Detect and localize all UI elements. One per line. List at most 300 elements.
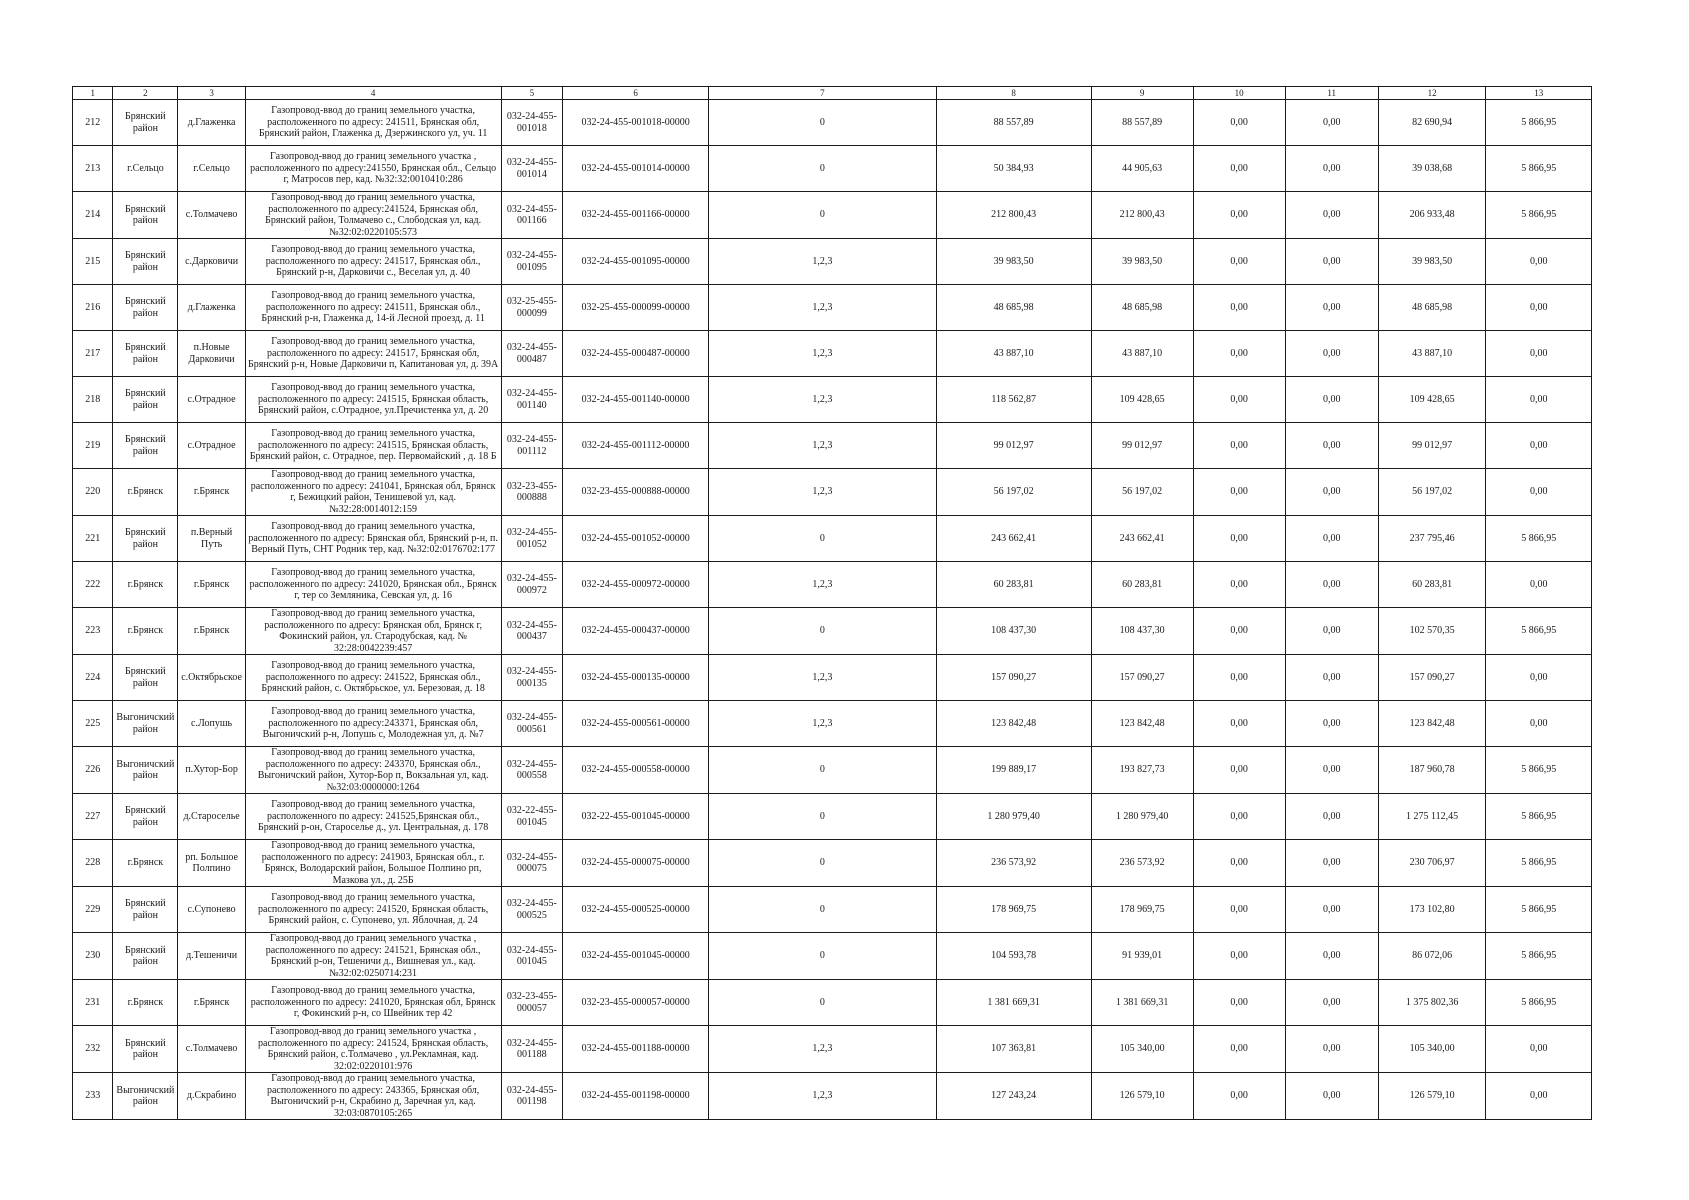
value-col-9: 178 969,75 <box>1091 887 1193 933</box>
row-number: 226 <box>73 747 113 794</box>
value-col-8: 104 593,78 <box>936 933 1091 980</box>
district-cell: Брянский район <box>113 377 178 423</box>
table-row <box>73 377 1592 423</box>
value-col-12: 1 375 802,36 <box>1378 980 1486 1026</box>
table-row <box>73 192 1592 239</box>
value-col-13: 5 866,95 <box>1486 794 1592 840</box>
value-col-9: 99 012,97 <box>1091 423 1193 469</box>
value-col-9: 236 573,92 <box>1091 840 1193 887</box>
value-col-9: 123 842,48 <box>1091 701 1193 747</box>
object-code-cell: 032-24-455-001198 <box>501 1073 563 1120</box>
value-col-10: 0,00 <box>1193 840 1285 887</box>
district-cell: Брянский район <box>113 285 178 331</box>
value-col-8: 39 983,50 <box>936 239 1091 285</box>
table-row <box>73 840 1592 887</box>
value-col-11: 0,00 <box>1285 608 1378 655</box>
object-code-cell: 032-24-455-001018 <box>501 100 563 146</box>
row-number: 229 <box>73 887 113 933</box>
value-col-12: 126 579,10 <box>1378 1073 1486 1120</box>
category-cell: 1,2,3 <box>709 562 937 608</box>
column-number: 2 <box>113 87 178 100</box>
inventory-code-cell: 032-24-455-001198-00000 <box>563 1073 709 1120</box>
column-number: 10 <box>1193 87 1285 100</box>
value-col-13: 0,00 <box>1486 655 1592 701</box>
row-number: 216 <box>73 285 113 331</box>
category-cell: 0 <box>709 840 937 887</box>
row-number: 227 <box>73 794 113 840</box>
value-col-13: 0,00 <box>1486 377 1592 423</box>
category-cell: 1,2,3 <box>709 423 937 469</box>
value-col-11: 0,00 <box>1285 887 1378 933</box>
row-number: 221 <box>73 516 113 562</box>
description-cell: Газопровод-ввод до границ земельного участка, расположенного по адресу: 241020, Брянская обл., Брянск г, тер со Земляника, Севская ул, д. 16 <box>245 562 501 608</box>
row-number: 220 <box>73 469 113 516</box>
object-code-cell: 032-24-455-001014 <box>501 146 563 192</box>
district-cell: г.Брянск <box>113 840 178 887</box>
locality-cell: с.Отрадное <box>178 377 245 423</box>
row-number: 217 <box>73 331 113 377</box>
value-col-10: 0,00 <box>1193 146 1285 192</box>
inventory-code-cell: 032-24-455-001018-00000 <box>563 100 709 146</box>
table-row <box>73 469 1592 516</box>
value-col-11: 0,00 <box>1285 516 1378 562</box>
value-col-8: 1 280 979,40 <box>936 794 1091 840</box>
row-number: 212 <box>73 100 113 146</box>
value-col-13: 0,00 <box>1486 562 1592 608</box>
description-cell: Газопровод-ввод до границ земельного участка , расположенного по адресу: 241521, Брянская обл., Брянский р-он, Тешеничи д., Вишневая ул., кад. №32:02:0250714:231 <box>245 933 501 980</box>
district-cell: г.Брянск <box>113 469 178 516</box>
category-cell: 1,2,3 <box>709 655 937 701</box>
value-col-13: 5 866,95 <box>1486 146 1592 192</box>
category-cell: 1,2,3 <box>709 285 937 331</box>
value-col-12: 39 983,50 <box>1378 239 1486 285</box>
category-cell: 1,2,3 <box>709 377 937 423</box>
value-col-11: 0,00 <box>1285 285 1378 331</box>
row-number: 224 <box>73 655 113 701</box>
value-col-11: 0,00 <box>1285 423 1378 469</box>
value-col-9: 243 662,41 <box>1091 516 1193 562</box>
description-cell: Газопровод-ввод до границ земельного участка, расположенного по адресу: Брянская обл, Брянск г, Фокинский район, ул. Стародубская, кад. № 32:28:0042239:457 <box>245 608 501 655</box>
locality-cell: г.Брянск <box>178 608 245 655</box>
value-col-12: 82 690,94 <box>1378 100 1486 146</box>
table-row <box>73 146 1592 192</box>
category-cell: 0 <box>709 887 937 933</box>
locality-cell: д.Глаженка <box>178 100 245 146</box>
district-cell: Выгоничский район <box>113 747 178 794</box>
locality-cell: с.Толмачево <box>178 192 245 239</box>
value-col-13: 0,00 <box>1486 1073 1592 1120</box>
district-cell: г.Сельцо <box>113 146 178 192</box>
category-cell: 0 <box>709 933 937 980</box>
object-code-cell: 032-22-455-001045 <box>501 794 563 840</box>
district-cell: Брянский район <box>113 192 178 239</box>
value-col-10: 0,00 <box>1193 1026 1285 1073</box>
value-col-13: 5 866,95 <box>1486 192 1592 239</box>
value-col-12: 43 887,10 <box>1378 331 1486 377</box>
inventory-code-cell: 032-24-455-001112-00000 <box>563 423 709 469</box>
description-cell: Газопровод-ввод до границ земельного участка, расположенного по адресу: 241517, Брянская обл, Брянский р-н, Новые Дарковичи п, Капитановая ул, д. 39А <box>245 331 501 377</box>
table-row <box>73 887 1592 933</box>
value-col-12: 237 795,46 <box>1378 516 1486 562</box>
inventory-code-cell: 032-24-455-000075-00000 <box>563 840 709 887</box>
description-cell: Газопровод-ввод до границ земельного участка, расположенного по адресу: 241517, Брянская обл., Брянский р-н, Дарковичи с., Веселая ул, д. 40 <box>245 239 501 285</box>
value-col-10: 0,00 <box>1193 469 1285 516</box>
value-col-11: 0,00 <box>1285 840 1378 887</box>
value-col-10: 0,00 <box>1193 887 1285 933</box>
district-cell: г.Брянск <box>113 562 178 608</box>
value-col-8: 212 800,43 <box>936 192 1091 239</box>
description-cell: Газопровод-ввод до границ земельного участка, расположенного по адресу: 243370, Брянская обл., Выгоничский район, Хутор-Бор п, Вокзальная ул, кад. №32:03:0000000:1264 <box>245 747 501 794</box>
register-table <box>72 86 1592 1120</box>
category-cell: 1,2,3 <box>709 469 937 516</box>
inventory-code-cell: 032-24-455-001045-00000 <box>563 933 709 980</box>
document-sheet <box>72 86 1592 1120</box>
row-number: 222 <box>73 562 113 608</box>
category-cell: 0 <box>709 100 937 146</box>
value-col-13: 5 866,95 <box>1486 887 1592 933</box>
district-cell: Брянский район <box>113 239 178 285</box>
value-col-10: 0,00 <box>1193 192 1285 239</box>
locality-cell: с.Толмачево <box>178 1026 245 1073</box>
inventory-code-cell: 032-24-455-001052-00000 <box>563 516 709 562</box>
value-col-12: 206 933,48 <box>1378 192 1486 239</box>
category-cell: 1,2,3 <box>709 1026 937 1073</box>
row-number: 218 <box>73 377 113 423</box>
value-col-12: 86 072,06 <box>1378 933 1486 980</box>
row-number: 232 <box>73 1026 113 1073</box>
description-cell: Газопровод-ввод до границ земельного участка, расположенного по адресу: 241020, Брянская обл, Брянск г, Фокинский р-н, со Швейник тер 42 <box>245 980 501 1026</box>
district-cell: г.Брянск <box>113 980 178 1026</box>
locality-cell: д.Староселье <box>178 794 245 840</box>
district-cell: Брянский район <box>113 794 178 840</box>
table-row <box>73 933 1592 980</box>
locality-cell: п.Новые Дарковичи <box>178 331 245 377</box>
value-col-11: 0,00 <box>1285 469 1378 516</box>
value-col-12: 123 842,48 <box>1378 701 1486 747</box>
value-col-10: 0,00 <box>1193 655 1285 701</box>
value-col-8: 178 969,75 <box>936 887 1091 933</box>
value-col-10: 0,00 <box>1193 516 1285 562</box>
value-col-11: 0,00 <box>1285 655 1378 701</box>
value-col-8: 118 562,87 <box>936 377 1091 423</box>
value-col-11: 0,00 <box>1285 100 1378 146</box>
row-number: 219 <box>73 423 113 469</box>
category-cell: 1,2,3 <box>709 1073 937 1120</box>
district-cell: Брянский район <box>113 1026 178 1073</box>
value-col-9: 1 280 979,40 <box>1091 794 1193 840</box>
description-cell: Газопровод-ввод до границ земельного участка, расположенного по адресу: 241041, Брянская обл, Брянск г, Бежицкий район, Тенишевой ул, кад. №32:28:0014012:159 <box>245 469 501 516</box>
inventory-code-cell: 032-23-455-000888-00000 <box>563 469 709 516</box>
category-cell: 0 <box>709 192 937 239</box>
value-col-10: 0,00 <box>1193 331 1285 377</box>
value-col-8: 127 243,24 <box>936 1073 1091 1120</box>
object-code-cell: 032-24-455-000135 <box>501 655 563 701</box>
value-col-13: 0,00 <box>1486 469 1592 516</box>
value-col-11: 0,00 <box>1285 562 1378 608</box>
value-col-9: 56 197,02 <box>1091 469 1193 516</box>
column-number: 7 <box>709 87 937 100</box>
value-col-10: 0,00 <box>1193 100 1285 146</box>
district-cell: Выгоничский район <box>113 701 178 747</box>
description-cell: Газопровод-ввод до границ земельного участка, расположенного по адресу: 241522, Брянская обл., Брянский район, с. Октябрьское, ул. Березовая, д. 18 <box>245 655 501 701</box>
value-col-13: 0,00 <box>1486 285 1592 331</box>
value-col-9: 1 381 669,31 <box>1091 980 1193 1026</box>
object-code-cell: 032-24-455-001112 <box>501 423 563 469</box>
locality-cell: рп. Большое Полпино <box>178 840 245 887</box>
value-col-11: 0,00 <box>1285 239 1378 285</box>
value-col-8: 199 889,17 <box>936 747 1091 794</box>
district-cell: Брянский район <box>113 933 178 980</box>
value-col-13: 0,00 <box>1486 331 1592 377</box>
row-number: 215 <box>73 239 113 285</box>
description-cell: Газопровод-ввод до границ земельного участка, расположенного по адресу:241524, Брянская обл, Брянский район, Толмачево с., Слободская ул, кад. №32:02:0220105:573 <box>245 192 501 239</box>
value-col-12: 173 102,80 <box>1378 887 1486 933</box>
value-col-10: 0,00 <box>1193 1073 1285 1120</box>
value-col-8: 107 363,81 <box>936 1026 1091 1073</box>
district-cell: Брянский район <box>113 100 178 146</box>
value-col-8: 48 685,98 <box>936 285 1091 331</box>
object-code-cell: 032-24-455-001095 <box>501 239 563 285</box>
inventory-code-cell: 032-24-455-000972-00000 <box>563 562 709 608</box>
value-col-9: 105 340,00 <box>1091 1026 1193 1073</box>
value-col-10: 0,00 <box>1193 423 1285 469</box>
description-cell: Газопровод-ввод до границ земельного участка, расположенного по адресу:243371, Брянская обл, Выгоничский р-н, Лопушь с, Молодежная ул, д. №7 <box>245 701 501 747</box>
district-cell: Брянский район <box>113 887 178 933</box>
table-row <box>73 980 1592 1026</box>
value-col-12: 230 706,97 <box>1378 840 1486 887</box>
value-col-13: 5 866,95 <box>1486 100 1592 146</box>
category-cell: 1,2,3 <box>709 239 937 285</box>
value-col-11: 0,00 <box>1285 331 1378 377</box>
value-col-11: 0,00 <box>1285 192 1378 239</box>
value-col-9: 91 939,01 <box>1091 933 1193 980</box>
object-code-cell: 032-24-455-000558 <box>501 747 563 794</box>
locality-cell: с.Супонево <box>178 887 245 933</box>
table-row <box>73 100 1592 146</box>
description-cell: Газопровод-ввод до границ земельного участка, расположенного по адресу: 241511, Брянская обл, Брянский район, Глаженка д, Дзержинского ул, уч. 11 <box>245 100 501 146</box>
object-code-cell: 032-24-455-000487 <box>501 331 563 377</box>
table-row <box>73 423 1592 469</box>
object-code-cell: 032-24-455-001166 <box>501 192 563 239</box>
value-col-8: 60 283,81 <box>936 562 1091 608</box>
value-col-12: 105 340,00 <box>1378 1026 1486 1073</box>
locality-cell: г.Брянск <box>178 980 245 1026</box>
table-row <box>73 608 1592 655</box>
column-number: 5 <box>501 87 563 100</box>
object-code-cell: 032-24-455-000437 <box>501 608 563 655</box>
description-cell: Газопровод-ввод до границ земельного участка, расположенного по адресу: 241515, Брянская область, Брянский район, с. Отрадное, пер. Первомайский , д. 18 Б <box>245 423 501 469</box>
value-col-12: 99 012,97 <box>1378 423 1486 469</box>
inventory-code-cell: 032-24-455-000437-00000 <box>563 608 709 655</box>
value-col-9: 48 685,98 <box>1091 285 1193 331</box>
category-cell: 1,2,3 <box>709 331 937 377</box>
value-col-11: 0,00 <box>1285 980 1378 1026</box>
inventory-code-cell: 032-24-455-001095-00000 <box>563 239 709 285</box>
object-code-cell: 032-24-455-001188 <box>501 1026 563 1073</box>
row-number: 225 <box>73 701 113 747</box>
value-col-10: 0,00 <box>1193 794 1285 840</box>
column-number: 3 <box>178 87 245 100</box>
inventory-code-cell: 032-24-455-000487-00000 <box>563 331 709 377</box>
value-col-9: 108 437,30 <box>1091 608 1193 655</box>
value-col-10: 0,00 <box>1193 377 1285 423</box>
column-number: 9 <box>1091 87 1193 100</box>
locality-cell: г.Брянск <box>178 562 245 608</box>
value-col-10: 0,00 <box>1193 608 1285 655</box>
district-cell: Выгоничский район <box>113 1073 178 1120</box>
value-col-12: 39 038,68 <box>1378 146 1486 192</box>
district-cell: Брянский район <box>113 516 178 562</box>
object-code-cell: 032-23-455-000888 <box>501 469 563 516</box>
value-col-13: 0,00 <box>1486 1026 1592 1073</box>
value-col-9: 126 579,10 <box>1091 1073 1193 1120</box>
value-col-9: 39 983,50 <box>1091 239 1193 285</box>
value-col-13: 5 866,95 <box>1486 840 1592 887</box>
value-col-9: 193 827,73 <box>1091 747 1193 794</box>
category-cell: 0 <box>709 747 937 794</box>
value-col-8: 56 197,02 <box>936 469 1091 516</box>
category-cell: 0 <box>709 980 937 1026</box>
value-col-10: 0,00 <box>1193 980 1285 1026</box>
value-col-11: 0,00 <box>1285 747 1378 794</box>
value-col-12: 60 283,81 <box>1378 562 1486 608</box>
value-col-8: 1 381 669,31 <box>936 980 1091 1026</box>
object-code-cell: 032-24-455-001045 <box>501 933 563 980</box>
value-col-13: 5 866,95 <box>1486 516 1592 562</box>
value-col-13: 5 866,95 <box>1486 608 1592 655</box>
column-number: 11 <box>1285 87 1378 100</box>
inventory-code-cell: 032-22-455-001045-00000 <box>563 794 709 840</box>
inventory-code-cell: 032-24-455-000525-00000 <box>563 887 709 933</box>
value-col-9: 212 800,43 <box>1091 192 1193 239</box>
table-row <box>73 516 1592 562</box>
value-col-11: 0,00 <box>1285 794 1378 840</box>
locality-cell: с.Отрадное <box>178 423 245 469</box>
value-col-9: 109 428,65 <box>1091 377 1193 423</box>
inventory-code-cell: 032-24-455-001140-00000 <box>563 377 709 423</box>
value-col-8: 50 384,93 <box>936 146 1091 192</box>
object-code-cell: 032-24-455-000972 <box>501 562 563 608</box>
value-col-9: 88 557,89 <box>1091 100 1193 146</box>
locality-cell: с.Лопушь <box>178 701 245 747</box>
object-code-cell: 032-23-455-000057 <box>501 980 563 1026</box>
column-number: 1 <box>73 87 113 100</box>
locality-cell: г.Сельцо <box>178 146 245 192</box>
value-col-13: 5 866,95 <box>1486 747 1592 794</box>
locality-cell: с.Дарковичи <box>178 239 245 285</box>
table-row <box>73 1026 1592 1073</box>
value-col-13: 0,00 <box>1486 239 1592 285</box>
value-col-11: 0,00 <box>1285 1026 1378 1073</box>
value-col-12: 56 197,02 <box>1378 469 1486 516</box>
value-col-11: 0,00 <box>1285 933 1378 980</box>
locality-cell: п.Верный Путь <box>178 516 245 562</box>
value-col-10: 0,00 <box>1193 562 1285 608</box>
value-col-10: 0,00 <box>1193 239 1285 285</box>
description-cell: Газопровод-ввод до границ земельного участка, расположенного по адресу: 241525,Брянская обл., Брянский р-он, Староселье д., ул. Центральная, д. 178 <box>245 794 501 840</box>
district-cell: Брянский район <box>113 331 178 377</box>
value-col-11: 0,00 <box>1285 701 1378 747</box>
value-col-12: 1 275 112,45 <box>1378 794 1486 840</box>
district-cell: Брянский район <box>113 423 178 469</box>
value-col-11: 0,00 <box>1285 377 1378 423</box>
value-col-9: 157 090,27 <box>1091 655 1193 701</box>
district-cell: Брянский район <box>113 655 178 701</box>
description-cell: Газопровод-ввод до границ земельного участка, расположенного по адресу: 241515, Брянская область, Брянский район, с.Отрадное, ул.Пречистенка ул, д. 20 <box>245 377 501 423</box>
value-col-13: 5 866,95 <box>1486 980 1592 1026</box>
inventory-code-cell: 032-24-455-000558-00000 <box>563 747 709 794</box>
row-number: 213 <box>73 146 113 192</box>
description-cell: Газопровод-ввод до границ земельного участка, расположенного по адресу: 241520, Брянская область, Брянский район, с. Супонево, ул. Яблочная, д. 24 <box>245 887 501 933</box>
value-col-8: 88 557,89 <box>936 100 1091 146</box>
object-code-cell: 032-24-455-001140 <box>501 377 563 423</box>
value-col-8: 236 573,92 <box>936 840 1091 887</box>
value-col-10: 0,00 <box>1193 701 1285 747</box>
object-code-cell: 032-24-455-000525 <box>501 887 563 933</box>
value-col-12: 109 428,65 <box>1378 377 1486 423</box>
category-cell: 0 <box>709 608 937 655</box>
table-row <box>73 285 1592 331</box>
inventory-code-cell: 032-23-455-000057-00000 <box>563 980 709 1026</box>
category-cell: 1,2,3 <box>709 701 937 747</box>
value-col-8: 108 437,30 <box>936 608 1091 655</box>
description-cell: Газопровод-ввод до границ земельного участка, расположенного по адресу: Брянская обл, Брянский р-н, п. Верный Путь, СНТ Родник тер, кад. №32:02:0176702:177 <box>245 516 501 562</box>
locality-cell: д.Скрабино <box>178 1073 245 1120</box>
district-cell: г.Брянск <box>113 608 178 655</box>
value-col-9: 44 905,63 <box>1091 146 1193 192</box>
column-number: 13 <box>1486 87 1592 100</box>
table-row <box>73 747 1592 794</box>
column-number: 4 <box>245 87 501 100</box>
value-col-8: 243 662,41 <box>936 516 1091 562</box>
value-col-8: 123 842,48 <box>936 701 1091 747</box>
description-cell: Газопровод-ввод до границ земельного участка , расположенного по адресу: 241524, Брянская область, Брянский район, с.Толмачево , ул.Рекламная, кад. 32:02:0220101:976 <box>245 1026 501 1073</box>
inventory-code-cell: 032-25-455-000099-00000 <box>563 285 709 331</box>
value-col-11: 0,00 <box>1285 1073 1378 1120</box>
row-number: 223 <box>73 608 113 655</box>
value-col-10: 0,00 <box>1193 933 1285 980</box>
table-row <box>73 239 1592 285</box>
value-col-13: 0,00 <box>1486 701 1592 747</box>
column-number: 6 <box>563 87 709 100</box>
column-number: 12 <box>1378 87 1486 100</box>
column-number-row <box>73 87 1592 100</box>
locality-cell: с.Октябрьское <box>178 655 245 701</box>
table-row <box>73 562 1592 608</box>
object-code-cell: 032-24-455-001052 <box>501 516 563 562</box>
value-col-9: 43 887,10 <box>1091 331 1193 377</box>
inventory-code-cell: 032-24-455-000135-00000 <box>563 655 709 701</box>
object-code-cell: 032-24-455-000075 <box>501 840 563 887</box>
value-col-8: 99 012,97 <box>936 423 1091 469</box>
locality-cell: г.Брянск <box>178 469 245 516</box>
value-col-12: 157 090,27 <box>1378 655 1486 701</box>
value-col-12: 48 685,98 <box>1378 285 1486 331</box>
value-col-8: 43 887,10 <box>936 331 1091 377</box>
column-number: 8 <box>936 87 1091 100</box>
category-cell: 0 <box>709 146 937 192</box>
value-col-13: 5 866,95 <box>1486 933 1592 980</box>
value-col-8: 157 090,27 <box>936 655 1091 701</box>
value-col-10: 0,00 <box>1193 285 1285 331</box>
table-row <box>73 655 1592 701</box>
row-number: 214 <box>73 192 113 239</box>
table-row <box>73 331 1592 377</box>
inventory-code-cell: 032-24-455-001166-00000 <box>563 192 709 239</box>
category-cell: 0 <box>709 516 937 562</box>
description-cell: Газопровод-ввод до границ земельного участка, расположенного по адресу: 243365, Брянская обл, Выгоничский р-н, Скрабино д, Заречная ул, кад. 32:03:0870105:265 <box>245 1073 501 1120</box>
value-col-9: 60 283,81 <box>1091 562 1193 608</box>
